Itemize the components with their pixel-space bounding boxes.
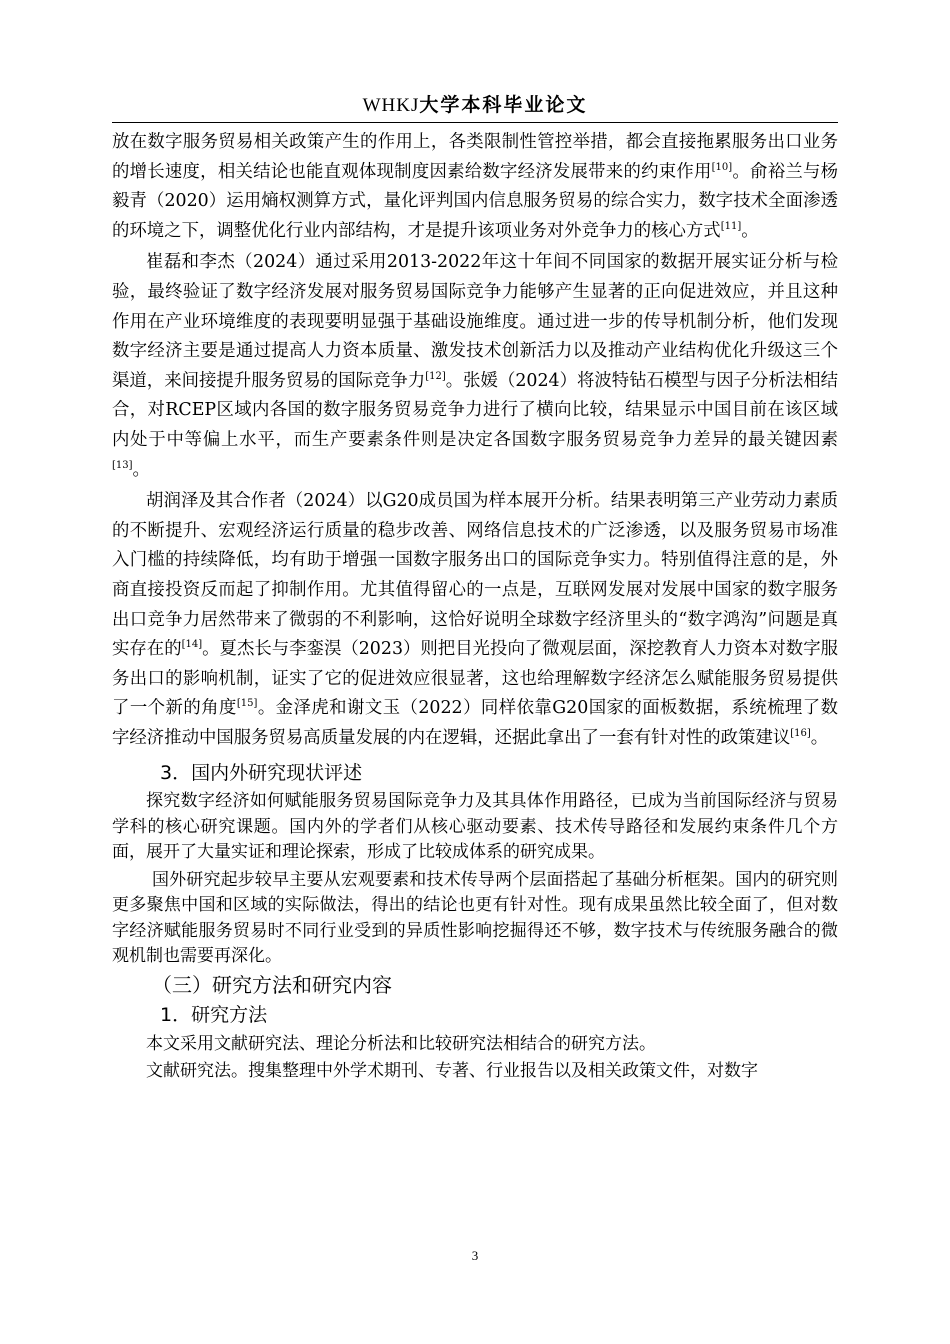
p3-text2: 。夏杰长与李銮淏（2023）则把目光投向了微观层面，深挖教育人力资本对数字服务出口的影响机制，证实了它的促进效应很显著，这也给理解数字经济怎么赋能服务贸易提供了一个新的角度 <box>112 639 838 719</box>
page-body <box>112 128 838 1085</box>
citation-13: [13] <box>112 459 133 471</box>
p1-text2: 。俞裕兰与杨毅青（2020）运用熵权测算方式，量化评判国内信息服务贸易的综合实力，数字技术全面渗透的环境之下，调整优化行业内部结构，才是提升该项业务对外竞争力的核心方式 <box>112 161 838 241</box>
p3-text: 胡润泽及其合作者（2024）以G20成员国为样本展开分析。结果表明第三产业劳动力素质的不断提升、宏观经济运行质量的稳步改善、网络信息技术的广泛渗透，以及服务贸易市场准入门槛的持续降低，均有助于增强一国数字服务出口的国际竞争实力。特别值得注意的是，外商直接投资反而起了抑制作用。尤其值得留心的一点是，互联网发展对发展中国家的数字服务出口竞争力居然带来了微弱的不利影响，这恰好说明全球数字经济里头的“数字鸿沟”问题是真实存在的 <box>112 491 838 660</box>
header-latin: WHKJ <box>362 95 420 116</box>
p3-text3: 。金泽虎和谢文玉（2022）同样依靠G20国家的面板数据，系统梳理了数字经济推动中国服务贸易高质量发展的内在逻辑，还据此拿出了一套有针对性的政策建议 <box>112 698 838 748</box>
paragraph-3 <box>112 487 838 753</box>
header-rule <box>112 122 838 123</box>
p1-end: 。 <box>741 220 759 241</box>
heading-research-review: 3．国内外研究现状评述 <box>160 762 363 785</box>
paragraph-2 <box>112 248 838 485</box>
citation-15: [15] <box>236 698 258 710</box>
citation-16: [16] <box>790 728 811 740</box>
page-number: 3 <box>471 1248 479 1263</box>
p2-end: 。 <box>132 459 150 480</box>
citation-10: [10] <box>711 161 733 173</box>
p2-text: 崔磊和李杰（2024）通过采用2013-2022年这十年间不同国家的数据开展实证分析与检验，最终验证了数字经济发展对服务贸易国际竞争力能够产生显著的正向促进效应，并且这种作用在产业环境维度的表现要明显强于基础设施维度。通过进一步的传导机制分析，他们发现数字经济主要是通过提高人力资本质量、激发技术创新活力以及推动产业结构优化升级这三个渠道，来间接提升服务贸易的国际竞争力 <box>112 252 838 391</box>
header-cn: 大学本科毕业论文 <box>419 94 588 116</box>
p1-text: 放在数字服务贸易相关政策产生的作用上，各类限制性管控举措，都会直接拖累服务出口业务的增长速度，相关结论也能直观体现制度因素给数字经济发展带来的约束作用 <box>112 132 838 182</box>
paragraph-6: 本文采用文献研究法、理论分析法和比较研究法相结合的研究方法。 <box>146 1033 656 1054</box>
p2-text2: 。张媛（2024）将波特钻石模型与因子分析法相结合，对RCEP区域内各国的数字服务贸易竞争力进行了横向比较，结果显示中国目前在该区域内处于中等偏上水平，而生产要素条件则是决定各国数字服务贸易竞争力差异的最关键因素 <box>112 370 838 450</box>
paragraph-1 <box>112 128 838 246</box>
running-header <box>0 93 950 118</box>
citation-14: [14] <box>181 639 203 651</box>
paragraph-5: 国外研究起步较早主要从宏观要素和技术传导两个层面搭起了基础分析框架。国内的研究则更多聚焦中国和区域的实际做法，得出的结论也更有针对性。现有成果虽然比较全面了，但对数字经济赋能服务贸易时不同行业受到的异质性影响挖掘得还不够，数字技术与传统服务融合的微观机制也需要再深化。 <box>112 869 838 967</box>
citation-12: [12] <box>425 370 446 382</box>
citation-11: [11] <box>720 220 742 232</box>
heading-research-methods: 1．研究方法 <box>160 1003 268 1026</box>
paragraph-7: 文献研究法。搜集整理中外学术期刊、专著、行业报告以及相关政策文件，对数字 <box>146 1061 758 1082</box>
p3-end: 。 <box>810 727 829 748</box>
paragraph-4: 探究数字经济如何赋能服务贸易国际竞争力及其具体作用路径，已成为当前国际经济与贸易学科的核心研究课题。国内外的学者们从核心驱动要素、技术传导路径和发展约束条件几个方面，展开了大量实证和理论探索，形成了比较成体系的研究成果。 <box>112 791 838 863</box>
heading-methods-content: （三）研究方法和研究内容 <box>152 972 392 997</box>
